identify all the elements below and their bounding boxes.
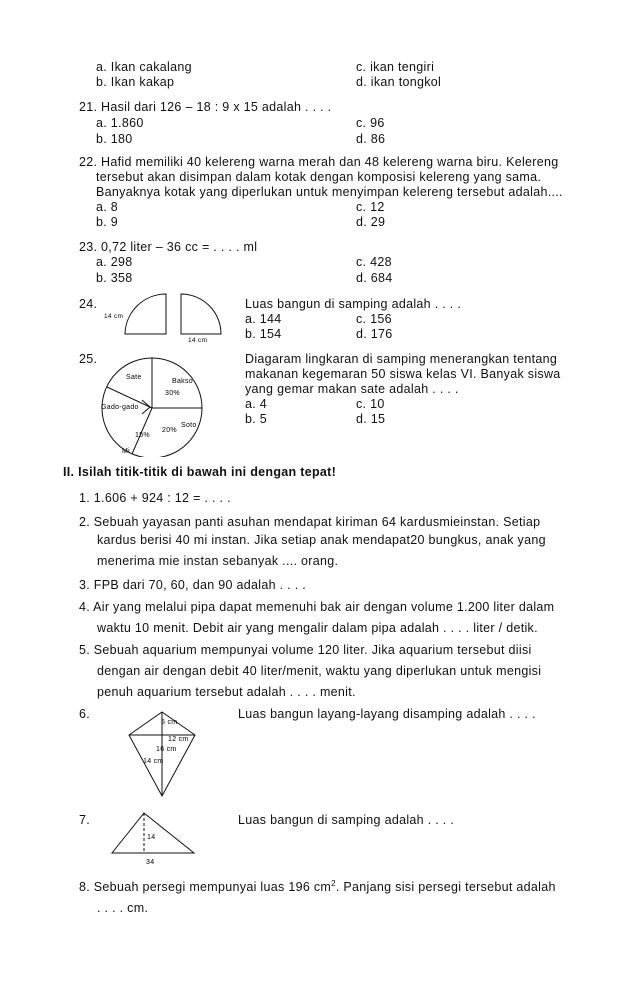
q21-option-b: b. 180	[96, 132, 133, 146]
essay-8-line-1	[79, 879, 556, 894]
q24-label-left: 14 cm	[104, 313, 124, 320]
question-25-line-2: makanan kegemaran 50 siswa kelas VI. Banyak siswa	[245, 367, 561, 381]
pie-label-gado-gado: Gado-gado	[101, 404, 139, 411]
q21-option-c: c. 96	[356, 116, 385, 130]
essay-8-text-b: . Panjang sisi persegi tersebut adalah	[335, 880, 556, 895]
option-d: d. ikan tongkol	[356, 75, 442, 89]
essay-6-number: 6.	[79, 707, 91, 721]
kite-label-2: 12 cm	[168, 736, 189, 743]
triangle-figure	[108, 808, 208, 868]
q25-option-d: d. 15	[356, 412, 386, 426]
essay-7-text: Luas bangun di samping adalah . . . .	[238, 813, 455, 827]
q24-option-b: b. 154	[245, 327, 282, 341]
q21-option-a: a. 1.860	[96, 116, 144, 130]
essay-8-superscript: 2	[331, 879, 336, 888]
q24-option-c: c. 156	[356, 312, 392, 326]
essay-8-line-2: . . . . cm.	[97, 901, 149, 915]
option-c: c. ikan tengiri	[356, 60, 435, 74]
q22-option-c: c. 12	[356, 200, 385, 214]
q23-option-b: b. 358	[96, 271, 133, 285]
pie-chart	[95, 355, 215, 457]
q24-option-d: d. 176	[356, 327, 393, 341]
pie-percent-soto: 20%	[162, 427, 177, 434]
kite-label-4: 14 cm	[143, 758, 164, 765]
pie-label-soto: Soto	[181, 422, 197, 429]
kite-label-1: 5 cm	[161, 719, 178, 726]
q24-label-right: 14 cm	[188, 337, 208, 344]
question-24-number: 24.	[79, 297, 98, 311]
q23-option-d: d. 684	[356, 271, 393, 285]
question-21: 21. Hasil dari 126 – 18 : 9 x 15 adalah . . . .	[79, 100, 332, 114]
option-b: b. Ikan kakap	[96, 75, 175, 89]
pie-label-sate: Sate	[126, 374, 142, 381]
question-22-line-2: tersebut akan disimpan dalam kotak dengan komposisi kelereng yang sama.	[96, 170, 542, 184]
essay-1: 1. 1.606 + 924 : 12 = . . . .	[79, 491, 231, 505]
question-23: 23. 0,72 liter – 36 cc = . . . . ml	[79, 240, 258, 254]
kite-figure	[125, 705, 215, 800]
option-a: a. Ikan cakalang	[96, 60, 192, 74]
essay-6-text: Luas bangun layang-layang disamping adalah . . . .	[238, 707, 536, 721]
pie-label-mi: Mi	[122, 448, 130, 455]
pie-divider-bottom	[132, 408, 152, 454]
quarter-circle-figures	[95, 290, 225, 346]
q25-option-b: b. 5	[245, 412, 268, 426]
q24-option-a: a. 144	[245, 312, 282, 326]
essay-8-text-a: 8. Sebuah persegi mempunyai luas 196 cm	[79, 880, 332, 895]
essay-5-line-3: penuh aquarium tersebut adalah . . . . menit.	[97, 685, 356, 699]
q22-option-a: a. 8	[96, 200, 119, 214]
essay-2-line-3: menerima mie instan sebanyak .... orang.	[97, 554, 339, 568]
pie-percent-mi: 15%	[135, 432, 150, 439]
essay-3: 3. FPB dari 70, 60, dan 90 adalah . . . .	[79, 578, 307, 592]
q22-option-b: b. 9	[96, 215, 119, 229]
question-25-number: 25.	[79, 352, 98, 366]
essay-4-line-2: waktu 10 menit. Debit air yang mengalir dalam pipa adalah . . . . liter / detik.	[97, 621, 538, 635]
essay-5-line-1: 5. Sebuah aquarium mempunyai volume 120 liter. Jika aquarium tersebut diisi	[79, 643, 532, 657]
triangle-height-label: 14	[147, 834, 156, 841]
q22-option-d: d. 29	[356, 215, 386, 229]
question-25-line-3: yang gemar makan sate adalah . . . .	[245, 382, 459, 396]
pie-percent-bakso: 30%	[165, 390, 180, 397]
essay-5-line-2: dengan air dengan debit 40 liter/menit, waktu yang diperlukan untuk mengisi	[97, 664, 542, 678]
question-22-line-1: 22. Hafid memiliki 40 kelereng warna merah dan 48 kelereng warna biru. Kelereng	[79, 155, 559, 169]
kite-label-3: 16 cm	[156, 746, 177, 753]
essay-4-line-1: 4. Air yang melalui pipa dapat memenuhi bak air dengan volume 1.200 liter dalam	[79, 600, 555, 614]
essay-7-number: 7.	[79, 813, 91, 827]
q25-option-a: a. 4	[245, 397, 268, 411]
q25-option-c: c. 10	[356, 397, 385, 411]
q23-option-c: c. 428	[356, 255, 392, 269]
triangle-base-label: 34	[146, 859, 155, 866]
section-2-title: II. Isilah titik-titik di bawah ini dengan tepat!	[63, 465, 337, 479]
question-22-line-3: Banyaknya kotak yang diperlukan untuk menyimpan kelereng tersebut adalah....	[96, 185, 563, 199]
essay-2-line-2: kardus berisi 40 mi instan. Jika setiap anak mendapat20 bungkus, anak yang	[97, 533, 546, 547]
question-25-line-1: Diagaram lingkaran di samping menerangkan tentang	[245, 352, 558, 366]
q23-option-a: a. 298	[96, 255, 133, 269]
question-24-text: Luas bangun di samping adalah . . . .	[245, 297, 462, 311]
q21-option-d: d. 86	[356, 132, 386, 146]
essay-2-line-1: 2. Sebuah yayasan panti asuhan mendapat kiriman 64 kardusmieinstan. Setiap	[79, 515, 541, 529]
pie-label-bakso: Bakso	[172, 378, 193, 385]
